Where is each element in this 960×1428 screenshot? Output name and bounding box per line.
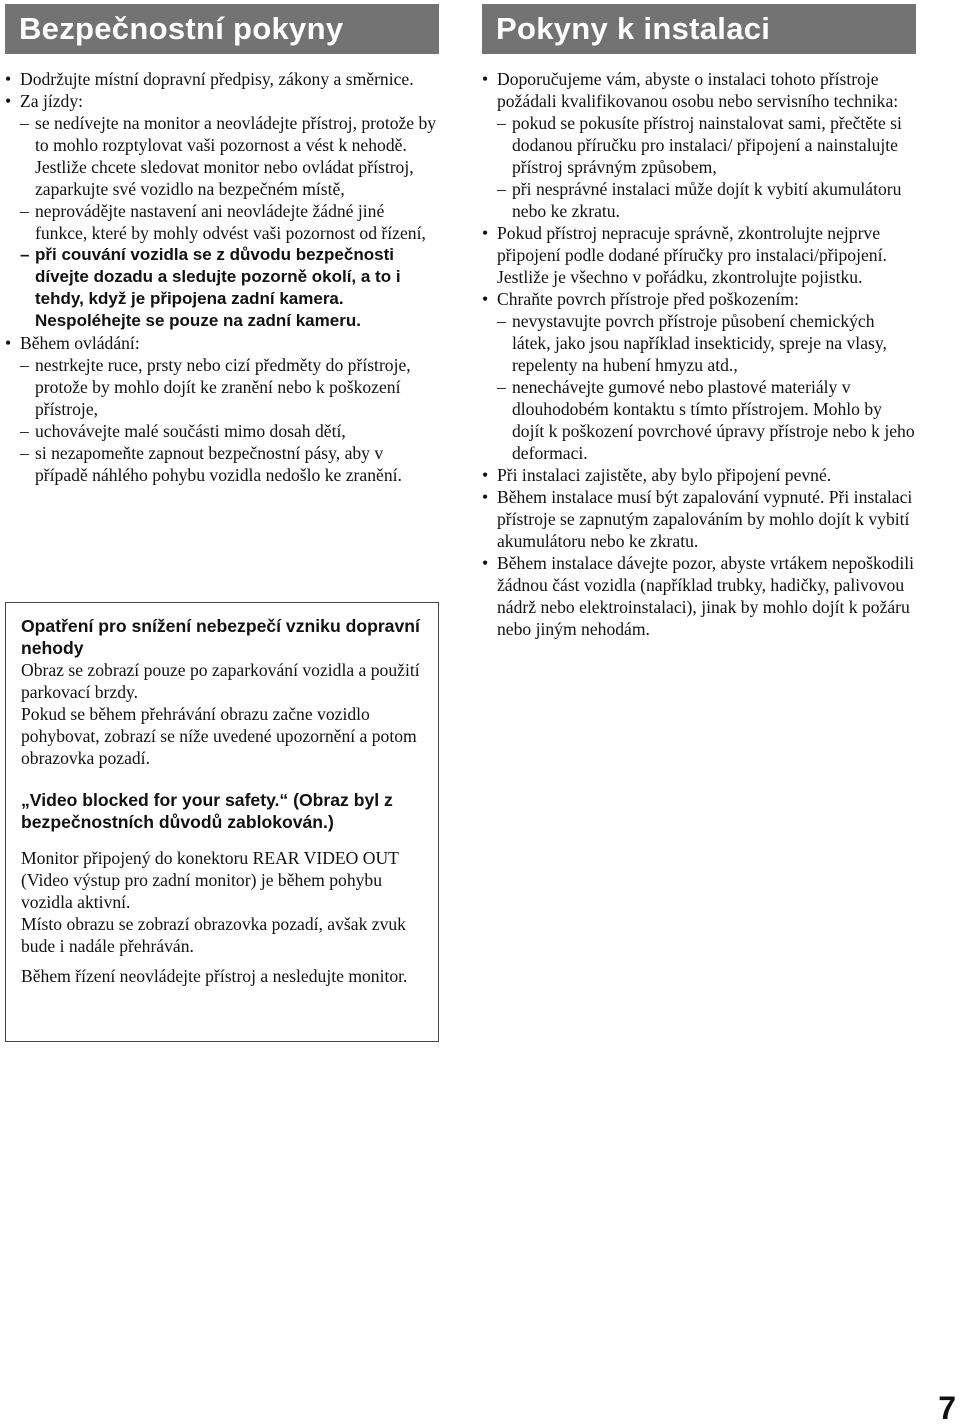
safety-section-header: Bezpečnostní pokyny (5, 4, 439, 54)
box-warning-message: „Video blocked for your safety.“ (Obraz byl z bezpečnostních důvodů zablokován.) (21, 790, 393, 832)
list-item (482, 288, 916, 464)
left-column (5, 4, 439, 486)
sub-list-item: – pokud se pokusíte přístroj nainstalovat sami, přečtěte si dodanou příručku pro instalaci/ připojení a nainstalujte přístroj správným způsobem, (497, 112, 916, 178)
sub-list-item: – nestrkejte ruce, prsty nebo cizí předměty do přístroje, protože by mohlo dojít ke zranění nebo k poškození přístroje, (20, 354, 439, 420)
sub-list-item: – nevystavujte povrch přístroje působení chemických látek, jako jsou například insekticidy, spreje na vlasy, repelenty na hubení hmyzu atd., (497, 310, 916, 376)
installation-section-header: Pokyny k instalaci (482, 4, 916, 54)
list-item-label: Chraňte povrch přístroje před poškozením: (497, 289, 799, 309)
sub-list-item: – uchovávejte malé součásti mimo dosah dětí, (20, 420, 439, 442)
right-column (482, 4, 916, 640)
box-paragraph: Místo obrazu se zobrazí obrazovka pozadí, avšak zvuk bude i nadále přehráván. (21, 914, 406, 956)
sub-list-item-warning: – při couvání vozidla se z důvodu bezpečnosti dívejte dozadu a sledujte pozorně okolí, a to i tehdy, když je připojena zadní kamera. Nespoléhejte se pouze na zadní kameru. (20, 244, 439, 332)
list-item (5, 332, 439, 486)
sub-list (20, 354, 439, 486)
list-item: • Při instalaci zajistěte, aby bylo připojení pevné. (482, 464, 916, 486)
list-item (5, 90, 439, 332)
sub-list (497, 112, 916, 222)
installation-list (482, 68, 916, 640)
box-title: Opatření pro snížení nebezpečí vzniku dopravní nehody (21, 616, 420, 658)
sub-list (497, 310, 916, 464)
sub-list-item: – nenechávejte gumové nebo plastové materiály v dlouhodobém kontaktu s tímto přístrojem. Mohlo by dojít k poškození povrchové úpravy přístroje nebo k jeho deformaci. (497, 376, 916, 464)
list-item-label: Během ovládání: (20, 333, 140, 353)
box-paragraph: Během řízení neovládejte přístroj a nesledujte monitor. (21, 966, 408, 986)
list-item-label: Doporučujeme vám, abyste o instalaci tohoto přístroje požádali kvalifikovanou osobu nebo servisního technika: (497, 69, 899, 111)
list-item: • Během instalace musí být zapalování vypnuté. Při instalaci přístroje se zapnutým zapalováním by mohlo dojít k vybití akumulátoru nebo ke zkratu. (482, 486, 916, 552)
sub-list (20, 112, 439, 332)
sub-list-item: – při nesprávné instalaci může dojít k vybití akumulátoru nebo ke zkratu. (497, 178, 916, 222)
list-item-label: Za jízdy: (20, 91, 84, 111)
list-item: • Dodržujte místní dopravní předpisy, zákony a směrnice. (5, 68, 439, 90)
sub-list-item: – se nedívejte na monitor a neovládejte přístroj, protože by to mohlo rozptylovat vaši pozornost a vést k nehodě. Jestliže chcete sledovat monitor nebo ovládat přístroj, zaparkujte své vozidlo na bezpečném místě, (20, 112, 439, 200)
sub-list-item: – si nezapomeňte zapnout bezpečnostní pásy, aby v případě náhlého pohybu vozidla nedošlo ke zranění. (20, 442, 439, 486)
box-paragraph: Obraz se zobrazí pouze po zaparkování vozidla a použití parkovací brzdy. (21, 660, 420, 702)
box-paragraph: Monitor připojený do konektoru REAR VIDEO OUT (Video výstup pro zadní monitor) je během pohybu vozidla aktivní. (21, 848, 399, 912)
box-paragraph: Pokud se během přehrávání obrazu začne vozidlo pohybovat, zobrazí se níže uvedené upozornění a potom obrazovka pozadí. (21, 704, 417, 768)
safety-list (5, 68, 439, 486)
list-item: • Během instalace dávejte pozor, abyste vrtákem nepoškodili žádnou část vozidla (například trubky, hadičky, palivovou nádrž nebo elektroinstalaci), jinak by mohlo dojít k požáru nebo jiným nehodám. (482, 552, 916, 640)
list-item: • Pokud přístroj nepracuje správně, zkontrolujte nejprve připojení podle dodané příručky pro instalaci/připojení. Jestliže je všechno v pořádku, zkontrolujte pojistku. (482, 222, 916, 288)
sub-list-item: – neprovádějte nastavení ani neovládejte žádné jiné funkce, které by mohly odvést vaši pozornost od řízení, (20, 200, 439, 244)
accident-prevention-box (5, 602, 439, 1042)
page-number: 7 (938, 1390, 956, 1426)
list-item (482, 68, 916, 222)
